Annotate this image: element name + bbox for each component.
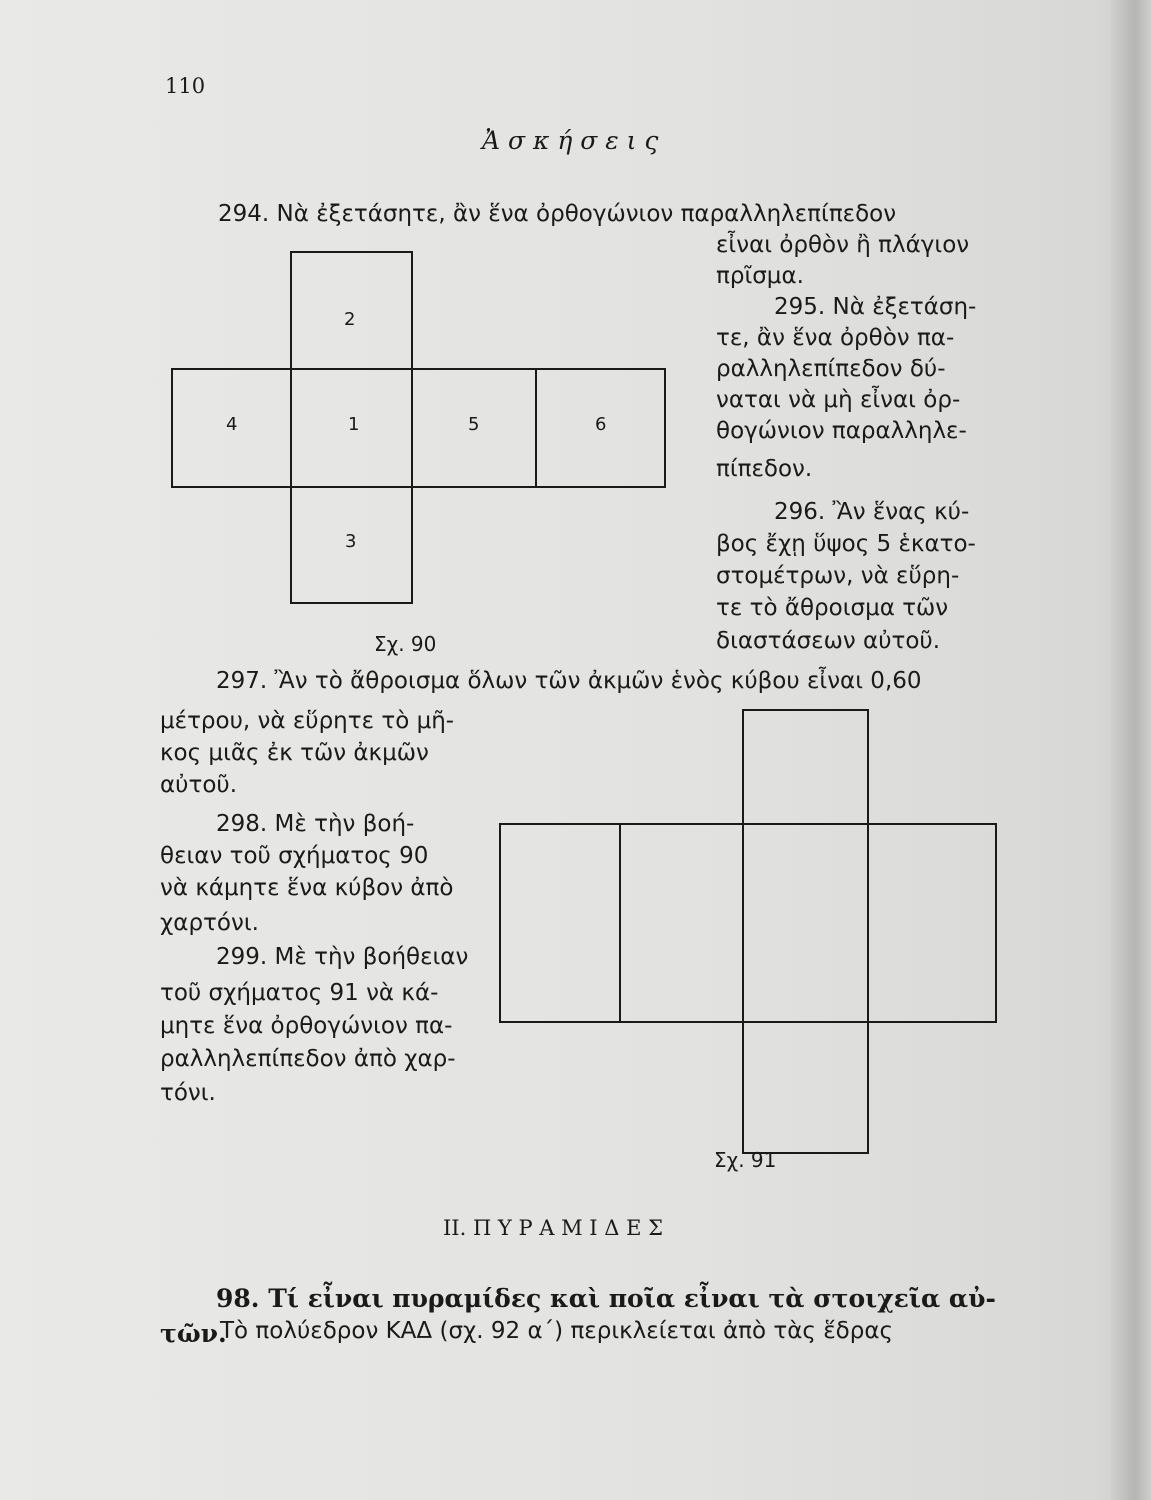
fig91-face-bottom: [743, 1022, 868, 1153]
fig91-face-right: [868, 824, 996, 1022]
fig91-face-top: [743, 710, 868, 824]
chapter-title: ΙΙ. Π Υ Ρ Α Μ Ι Δ Ε Σ: [443, 1216, 663, 1240]
ex297-line1: 297. Ἂν τὸ ἄθροισμα ὅλων τῶν ἀκμῶν ἑνὸς κύβου εἶναι 0,60: [216, 668, 922, 694]
ex296-line4: τε τὸ ἄθροισμα τῶν: [716, 595, 949, 621]
fig90-label-2: 2: [344, 309, 356, 330]
ex298-line2: θειαν τοῦ σχήματος 90: [160, 843, 429, 869]
ex299-line5: τόνι.: [160, 1080, 216, 1106]
ex297-line4: αὐτοῦ.: [160, 772, 238, 798]
ex299-line1: 299. Μὲ τὴν βοήθειαν: [216, 944, 469, 970]
fig90-label-5: 5: [468, 414, 480, 435]
sec98-heading-line1: 98. Τί εἶναι πυραμίδες καὶ ποῖα εἶναι τὰ στοιχεῖα αὐ-: [216, 1284, 996, 1313]
figure-90-cube-net: [170, 250, 670, 610]
ex295-line1: 295. Νὰ ἐξετάση-: [774, 294, 977, 320]
fig90-caption: Σχ. 90: [374, 632, 437, 656]
ex296-line3: στομέτρων, νὰ εὕρη-: [716, 563, 960, 589]
ex295-line2: τε, ἂν ἕνα ὀρθὸν πα-: [716, 325, 955, 351]
ex295-line6: πίπεδον.: [716, 456, 813, 482]
section-title: Ἀ σ κ ή σ ε ι ς: [482, 126, 659, 155]
sec98-body-line2: Τὸ πολύεδρον ΚΑΔ (σχ. 92 α΄) περικλείεται ἀπὸ τὰς ἕδρας: [220, 1318, 893, 1344]
ex295-line4: ναται νὰ μὴ εἶναι ὀρ-: [716, 387, 961, 413]
fig90-label-6: 6: [595, 414, 607, 435]
ex295-line5: θογώνιον παραλληλε-: [716, 418, 967, 444]
ex294-line1: 294. Νὰ ἐξετάσητε, ἂν ἕνα ὀρθογώνιον παραλληλεπίπεδον: [218, 201, 897, 227]
fig91-face-center: [743, 824, 868, 1022]
ex299-line4: ραλληλεπίπεδον ἀπὸ χαρ-: [160, 1046, 456, 1072]
page-edge: [1111, 0, 1151, 1500]
ex298-line3: νὰ κάμητε ἕνα κύβον ἀπὸ: [160, 875, 454, 901]
fig90-label-4: 4: [226, 414, 238, 435]
fig90-label-1: 1: [348, 414, 360, 435]
ex297-line2: μέτρου, νὰ εὕρητε τὸ μῆ-: [160, 708, 455, 734]
ex297-line3: κος μιᾶς ἐκ τῶν ἀκμῶν: [160, 740, 429, 766]
ex296-line5: διαστάσεων αὐτοῦ.: [716, 628, 941, 654]
fig91-face-left-outer: [500, 824, 620, 1022]
fig91-caption: Σχ. 91: [714, 1148, 777, 1172]
ex298-line4: χαρτόνι.: [160, 910, 259, 936]
ex298-line1: 298. Μὲ τὴν βοή-: [216, 811, 415, 837]
fig91-face-left-inner: [620, 824, 743, 1022]
ex299-line2: τοῦ σχήματος 91 νὰ κά-: [160, 980, 439, 1006]
fig90-label-3: 3: [345, 531, 357, 552]
sec98-heading-line2: τῶν.: [160, 1319, 227, 1348]
ex296-line1: 296. Ἂν ἕνας κύ-: [774, 499, 970, 525]
ex299-line3: μητε ἕνα ὀρθογώνιον πα-: [160, 1013, 453, 1039]
ex294-line2: εἶναι ὀρθὸν ἢ πλάγιον: [716, 232, 970, 258]
page-number: 110: [165, 74, 206, 98]
ex296-line2: βος ἔχῃ ὕψος 5 ἑκατο-: [716, 531, 976, 557]
figure-91-box-net: [498, 708, 998, 1158]
ex295-line3: ραλληλεπίπεδον δύ-: [716, 356, 946, 382]
ex294-line3: πρῖσμα.: [716, 263, 804, 289]
